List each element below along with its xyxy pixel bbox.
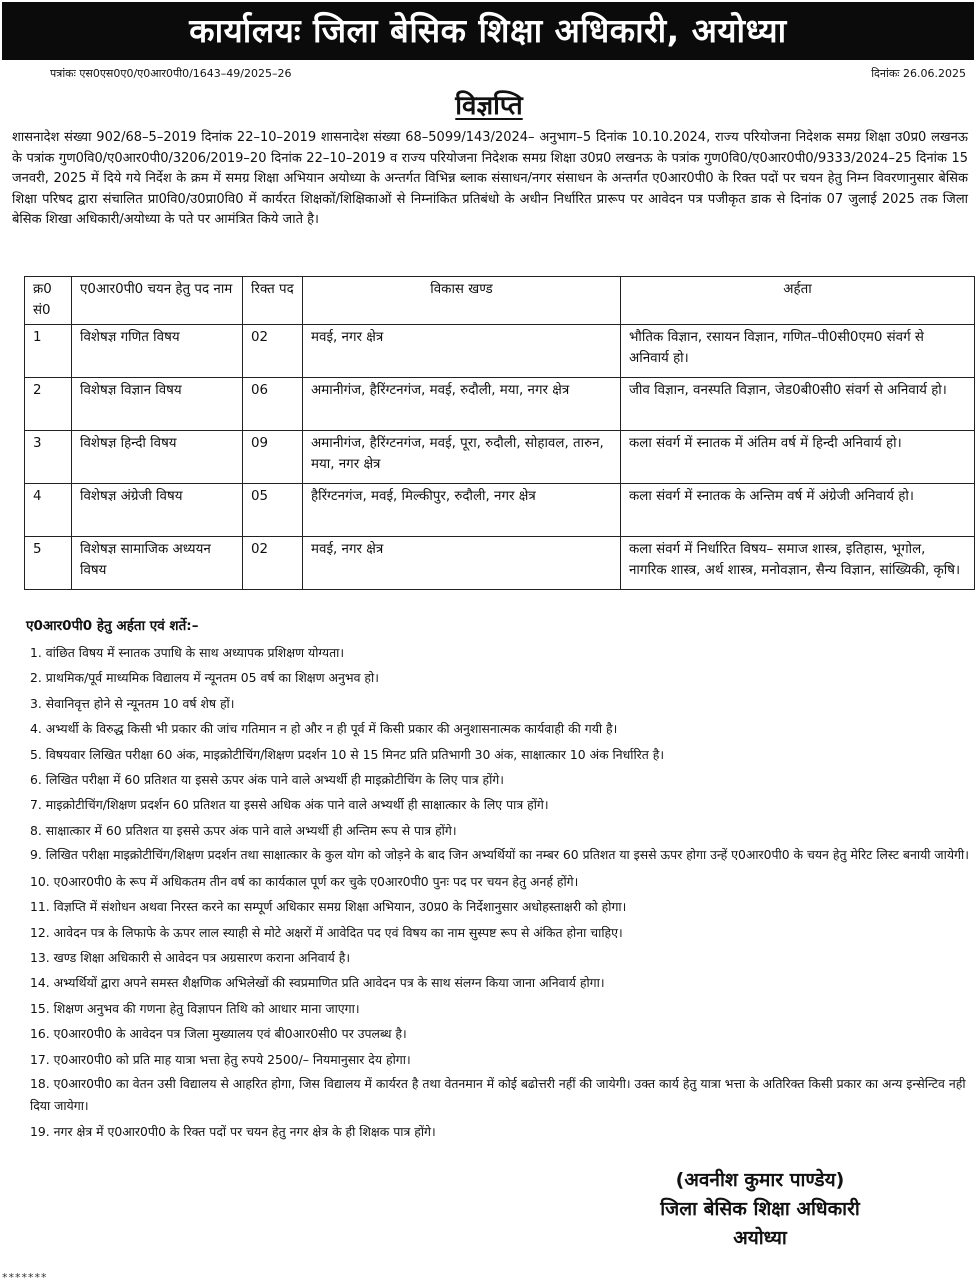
list-item: 7. माइक्रोटीचिंग/शिक्षण प्रदर्शन 60 प्रतिशत या इससे अधिक अंक पाने वाले अभ्यर्थी ही साक्षात्कार के लिए पात्र होंगे। <box>30 797 549 813</box>
post-cell: विशेषज्ञ हिन्दी विषय <box>72 431 243 484</box>
list-item: 4. अभ्यर्थी के विरुद्ध किसी भी प्रकार की जांच गतिमान न हो और न ही पूर्व में किसी प्रकार की अनुशासनात्मक कार्यवाही की गयी है। <box>30 721 618 737</box>
block-cell: मवई, नगर क्षेत्र <box>303 325 621 378</box>
intro-paragraph: शासनादेश संख्या 902/68–5–2019 दिनांक 22–10–2019 शासनादेश संख्या 68–5099/143/2024– अनुभाग–5 दिनांक 10.10.2024, राज्य परियोजना निदेशक समग्र शिक्षा उ0प्र0 लखनऊ के पत्रांक गुण0वि0/ए0आर0पी0/3206/2019–20 दिनांक 22–10–2019 व राज्य परियोजना निदेशक समग्र शिक्षा उ0प्र0 लखनऊ के पत्रांक गुण0वि0/ए0आर0पी0/9333/2024–25 दिनांक 15 जनवरी, 2025 में दिये गये निर्देश के क्रम में समग्र शिक्षा अभियान अयोध्या के अन्तर्गत विभिन्न ब्लाक संसाधन/नगर संसाधन के अन्तर्गत ए0आर0पी0 के रिक्त पदों पर चयन हेतु निम्न विवरणानुसार बेसिक शिक्षा परिषद द्वारा संचालित प्रा0वि0/उ0प्रा0वि0 में कार्यरत शिक्षकों/शिक्षिकाओं से निम्नांकित प्रतिबंधो के अधीन निर्धारित प्रारूप पर आवेदन पत्र पजीकृत डाक से दिनांक 07 जुलाई 2025 तक जिला बेसिक शिखा अधिकारी/अयोध्या के पते पर आमंत्रित किये जाते है। <box>12 130 968 228</box>
list-item: 10. ए0आर0पी0 के रूप में अधिकतम तीन वर्ष का कार्यकाल पूर्ण कर चुके ए0आर0पी0 पुनः पद पर चयन हेतु अनर्ह होंगे। <box>30 873 579 889</box>
signatory-designation: जिला बेसिक शिक्षा अधिकारी <box>660 1198 860 1220</box>
list-item: 12. आवेदन पत्र के लिफाफे के ऊपर लाल स्याही से मोटे अक्षरों में आवेदित पद एवं विषय का नाम सुस्पष्ट रूप से अंकित होना चाहिए। <box>30 924 623 940</box>
table-header-row <box>25 277 975 325</box>
vacancy-cell: 02 <box>243 325 303 378</box>
list-item: 5. विषयवार लिखित परीक्षा 60 अंक, माइक्रोटीचिंग/शिक्षण प्रदर्शन 10 से 15 मिनट प्रति प्रतिभागी 30 अंक, साक्षात्कार 10 अंक निर्धारित है। <box>30 746 665 762</box>
list-item: 9. लिखित परीक्षा माइक्रोटीचिंग/शिक्षण प्रदर्शन तथा साक्षात्कार के कुल योग को जोड़ने के बाद जिन अभ्यर्थियों का नम्बर 60 प्रतिशत या इससे ऊपर होगा उन्हें ए0आर0पी0 के चयन हेतु मेरिट लिस्ट बनायी जायेगी। <box>30 847 969 863</box>
list-item: 11. विज्ञप्ति में संशोधन अथवा निरस्त करने का सम्पूर्ण अधिकार समग्र शिक्षा अभियान, उ0प्र0 के निर्देशानुसार अधोहस्ताक्षरी को होगा। <box>30 899 627 915</box>
post-cell: विशेषज्ञ विज्ञान विषय <box>72 378 243 431</box>
terms-list <box>30 640 970 1144</box>
list-item: 13. खण्ड शिक्षा अधिकारी से आवेदन पत्र अग्रसारण कराना अनिवार्य है। <box>30 949 351 965</box>
qualification-cell: कला संवर्ग में निर्धारित विषय– समाज शास्त्र, इतिहास, भूगोल, नागरिक शास्त्र, अर्थ शास्त्र, मनोवज्ञान, सैन्य विज्ञान, सांख्यिकी, कृषि। <box>621 537 975 590</box>
vacancy-cell: 05 <box>243 484 303 537</box>
qualification-cell: जीव विज्ञान, वनस्पति विज्ञान, जेड0बी0सी0 संवर्ग से अनिवार्य हो। <box>621 378 975 431</box>
office-header: कार्यालयः जिला बेसिक शिक्षा अधिकारी, अयोध्या <box>2 2 974 60</box>
col-block: विकास खण्ड <box>303 277 621 325</box>
table-row <box>25 431 975 484</box>
serial-cell: 4 <box>25 484 72 537</box>
qualification-cell: कला संवर्ग में स्नातक के अन्तिम वर्ष में अंग्रेजी अनिवार्य हो। <box>621 484 975 537</box>
block-cell: अमानीगंज, हैरिंग्टनगंज, मवई, रुदौली, मया, नगर क्षेत्र <box>303 378 621 431</box>
notice-title-text: विज्ञप्ति <box>455 91 523 121</box>
terms-heading: ए0आर0पी0 हेतु अर्हता एवं शर्ते:– <box>26 618 199 634</box>
post-cell: विशेषज्ञ सामाजिक अध्ययन विषय <box>72 537 243 590</box>
signature-block <box>570 1166 950 1253</box>
list-item: 3. सेवानिवृत्त होने से न्यूनतम 10 वर्ष शेष हों। <box>30 695 235 711</box>
list-item: 8. साक्षात्कार में 60 प्रतिशत या इससे ऊपर अंक पाने वाले अभ्यर्थी ही अन्तिम रूप से पात्र होंगे। <box>30 822 457 838</box>
col-post-name: ए0आर0पी0 चयन हेतु पद नाम <box>72 277 243 325</box>
col-vacancies: रिक्त पद <box>243 277 303 325</box>
post-cell: विशेषज्ञ अंग्रेजी विषय <box>72 484 243 537</box>
block-cell: अमानीगंज, हैरिंग्टनगंज, मवई, पूरा, रुदौली, सोहावल, तारुन, मया, नगर क्षेत्र <box>303 431 621 484</box>
list-item: 16. ए0आर0पी0 के आवेदन पत्र जिला मुख्यालय एवं बी0आर0सी0 पर उपलब्ध है। <box>30 1026 407 1042</box>
col-qualification: अर्हता <box>621 277 975 325</box>
vacancy-cell: 09 <box>243 431 303 484</box>
block-cell: मवई, नगर क्षेत्र <box>303 537 621 590</box>
serial-cell: 3 <box>25 431 72 484</box>
list-item: 18. ए0आर0पी0 का वेतन उसी विद्यालय से आहरित होगा, जिस विद्यालय में कार्यरत है तथा वेतनमान में कोई बढोत्तरी नहीं की जायेगी। उक्त कार्य हेतु यात्रा भत्ता के अतिरिक्त किसी प्रकार का अन्य इन्सेन्टिव नही दिया जायेगा। <box>30 1076 966 1113</box>
list-item: 2. प्राथमिक/पूर्व माध्यमिक विद्यालय में न्यूनतम 05 वर्ष का शिक्षण अनुभव हो। <box>30 670 379 686</box>
letter-date: दिनांकः 26.06.2025 <box>871 67 966 80</box>
letter-number: पत्रांकः एस0एस0ए0/ए0आर0पी0/1643–49/2025–26 <box>50 67 292 80</box>
vacancy-cell: 06 <box>243 378 303 431</box>
table-row <box>25 325 975 378</box>
posts-table <box>24 276 975 590</box>
notice-title <box>0 86 978 122</box>
list-item: 14. अभ्यर्थियों द्वारा अपने समस्त शैक्षणिक अभिलेखों की स्वप्रमाणित प्रति आवेदन पत्र के साथ संलग्न किया जाना अनिवार्य होगा। <box>30 975 605 991</box>
vacancy-cell: 02 <box>243 537 303 590</box>
table-row <box>25 484 975 537</box>
signatory-place: अयोध्या <box>733 1227 787 1249</box>
footer-marks: ******* <box>2 1271 48 1284</box>
table-row <box>25 378 975 431</box>
qualification-cell: भौतिक विज्ञान, रसायन विज्ञान, गणित–पी0सी0एम0 संवर्ग से अनिवार्य हो। <box>621 325 975 378</box>
post-cell: विशेषज्ञ गणित विषय <box>72 325 243 378</box>
serial-cell: 1 <box>25 325 72 378</box>
serial-cell: 5 <box>25 537 72 590</box>
list-item: 15. शिक्षण अनुभव की गणना हेतु विज्ञापन तिथि को आधार माना जाएगा। <box>30 1000 360 1016</box>
list-item: 17. ए0आर0पी0 को प्रति माह यात्रा भत्ता हेतु रुपये 2500/– नियमानुसार देय होगा। <box>30 1051 411 1067</box>
list-item: 6. लिखित परीक्षा में 60 प्रतिशत या इससे ऊपर अंक पाने वाले अभ्यर्थी ही माइक्रोटीचिंग के लिए पात्र होंगे। <box>30 772 504 788</box>
serial-cell: 2 <box>25 378 72 431</box>
col-serial: क्र0 सं0 <box>25 277 72 325</box>
block-cell: हैरिंग्टनगंज, मवई, मिल्कीपुर, रुदौली, नगर क्षेत्र <box>303 484 621 537</box>
list-item: 19. नगर क्षेत्र में ए0आर0पी0 के रिक्त पदों पर चयन हेतु नगर क्षेत्र के ही शिक्षक पात्र होंगे। <box>30 1124 436 1139</box>
list-item: 1. वांछित विषय में स्नातक उपाधि के साथ अध्यापक प्रशिक्षण योग्यता। <box>30 645 345 660</box>
signatory-name: (अवनीश कुमार पाण्डेय) <box>675 1169 845 1191</box>
qualification-cell: कला संवर्ग में स्नातक में अंतिम वर्ष में हिन्दी अनिवार्य हो। <box>621 431 975 484</box>
table-row <box>25 537 975 590</box>
